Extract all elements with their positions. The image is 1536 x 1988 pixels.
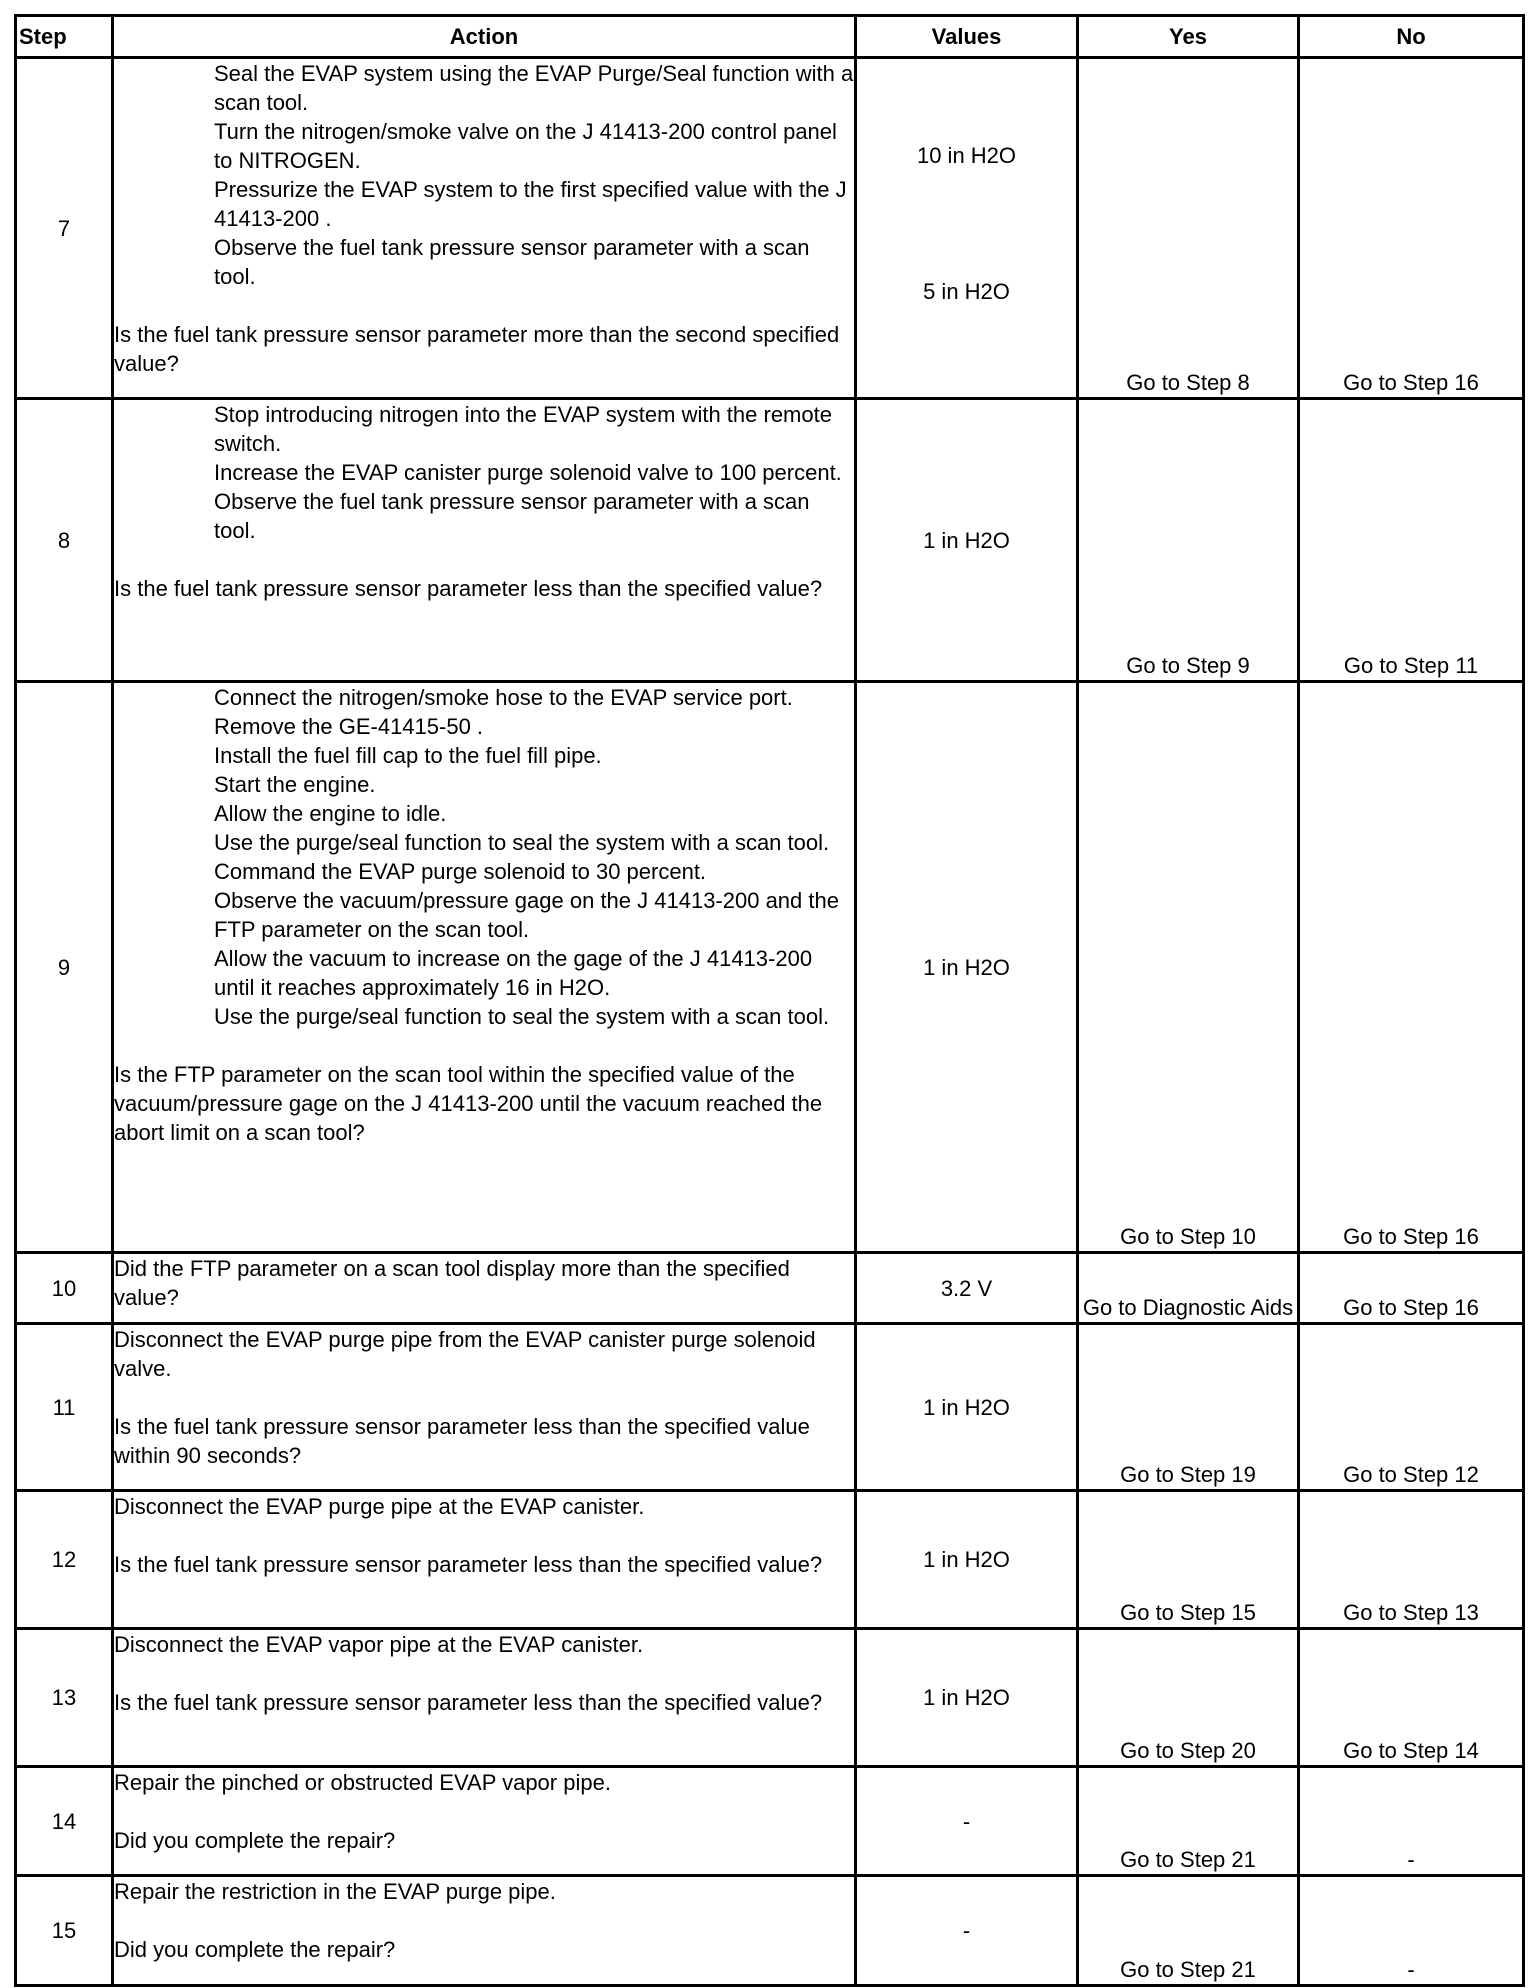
action-steps bbox=[114, 59, 854, 291]
action-cell bbox=[113, 399, 856, 682]
action-line: Disconnect the EVAP vapor pipe at the EVAP canister. bbox=[114, 1632, 644, 1657]
header-row bbox=[16, 16, 1524, 58]
values-cell: 1 in H2O bbox=[856, 1629, 1078, 1767]
action-cell bbox=[113, 58, 856, 399]
action-line: Disconnect the EVAP purge pipe at the EVAP canister. bbox=[114, 1494, 645, 1519]
table-row bbox=[16, 1767, 1524, 1876]
values-cell: - bbox=[856, 1876, 1078, 1986]
action-cell bbox=[113, 1491, 856, 1629]
no-cell: - bbox=[1299, 1767, 1524, 1876]
table-row bbox=[16, 1876, 1524, 1986]
yes-cell: Go to Step 21 bbox=[1078, 1876, 1299, 1986]
action-question: Is the fuel tank pressure sensor parameter more than the second specified value? bbox=[114, 322, 840, 376]
header-values: Values bbox=[856, 16, 1078, 58]
value-text: 10 in H2O bbox=[916, 143, 1017, 168]
action-question: Is the fuel tank pressure sensor parameter less than the specified value within 90 seconds? bbox=[114, 1414, 810, 1468]
action-line: Use the purge/seal function to seal the system with a scan tool. bbox=[214, 830, 830, 855]
header-no: No bbox=[1299, 16, 1524, 58]
values-cell bbox=[856, 58, 1078, 399]
step-number: 9 bbox=[16, 682, 113, 1253]
table-row bbox=[16, 682, 1524, 1253]
action-question: Did you complete the repair? bbox=[114, 1937, 396, 1962]
action-line: Command the EVAP purge solenoid to 30 percent. bbox=[214, 859, 707, 884]
yes-cell: Go to Step 8 bbox=[1078, 58, 1299, 399]
action-line: Stop introducing nitrogen into the EVAP system with the remote switch. bbox=[214, 402, 832, 456]
yes-cell: Go to Step 20 bbox=[1078, 1629, 1299, 1767]
action-question: Did you complete the repair? bbox=[114, 1828, 396, 1853]
values-cell: 1 in H2O bbox=[856, 1491, 1078, 1629]
yes-cell: Go to Step 10 bbox=[1078, 682, 1299, 1253]
step-number: 13 bbox=[16, 1629, 113, 1767]
header-step: Step bbox=[16, 16, 113, 58]
values-cell: 3.2 V bbox=[856, 1253, 1078, 1324]
values-cell: 1 in H2O bbox=[856, 1324, 1078, 1491]
no-cell: Go to Step 16 bbox=[1299, 1253, 1524, 1324]
action-line: Remove the GE-41415-50 . bbox=[214, 714, 484, 739]
action-cell bbox=[113, 1253, 856, 1324]
value-text: 5 in H2O bbox=[923, 279, 1010, 304]
step-number: 8 bbox=[16, 399, 113, 682]
action-line: Observe the fuel tank pressure sensor parameter with a scan tool. bbox=[214, 235, 810, 289]
no-cell: Go to Step 11 bbox=[1299, 399, 1524, 682]
action-line: Install the fuel fill cap to the fuel fill pipe. bbox=[214, 743, 602, 768]
action-line: Seal the EVAP system using the EVAP Purge/Seal function with a scan tool. bbox=[214, 61, 854, 115]
diagnostic-table bbox=[14, 14, 1525, 1987]
action-cell bbox=[113, 1324, 856, 1491]
action-question: Is the FTP parameter on the scan tool within the specified value of the vacuum/pressure gage on the J 41413-200 until the vacuum reached the abort limit on a scan tool? bbox=[114, 1062, 823, 1145]
step-number: 12 bbox=[16, 1491, 113, 1629]
action-question: Is the fuel tank pressure sensor parameter less than the specified value? bbox=[114, 1552, 823, 1577]
action-cell bbox=[113, 682, 856, 1253]
action-line: Connect the nitrogen/smoke hose to the EVAP service port. bbox=[214, 685, 793, 710]
table-row bbox=[16, 58, 1524, 399]
action-line: Repair the pinched or obstructed EVAP vapor pipe. bbox=[114, 1770, 611, 1795]
table-row bbox=[16, 399, 1524, 682]
no-cell: Go to Step 14 bbox=[1299, 1629, 1524, 1767]
step-number: 11 bbox=[16, 1324, 113, 1491]
yes-cell: Go to Step 21 bbox=[1078, 1767, 1299, 1876]
step-number: 14 bbox=[16, 1767, 113, 1876]
action-line: Start the engine. bbox=[214, 772, 376, 797]
table-row bbox=[16, 1253, 1524, 1324]
action-question: Did the FTP parameter on a scan tool display more than the specified value? bbox=[114, 1256, 790, 1310]
action-line: Observe the vacuum/pressure gage on the J 41413-200 and the FTP parameter on the scan tool. bbox=[214, 888, 839, 942]
no-cell: Go to Step 16 bbox=[1299, 58, 1524, 399]
action-line: Turn the nitrogen/smoke valve on the J 41413-200 control panel to NITROGEN. bbox=[214, 119, 837, 173]
action-cell bbox=[113, 1629, 856, 1767]
action-line: Disconnect the EVAP purge pipe from the EVAP canister purge solenoid valve. bbox=[114, 1327, 816, 1381]
yes-cell: Go to Step 15 bbox=[1078, 1491, 1299, 1629]
action-question: Is the fuel tank pressure sensor parameter less than the specified value? bbox=[114, 576, 823, 601]
values-cell: - bbox=[856, 1767, 1078, 1876]
yes-cell: Go to Step 9 bbox=[1078, 399, 1299, 682]
no-cell: - bbox=[1299, 1876, 1524, 1986]
table-row bbox=[16, 1491, 1524, 1629]
table-row bbox=[16, 1629, 1524, 1767]
no-cell: Go to Step 16 bbox=[1299, 682, 1524, 1253]
action-line: Observe the fuel tank pressure sensor parameter with a scan tool. bbox=[214, 489, 810, 543]
action-line: Use the purge/seal function to seal the system with a scan tool. bbox=[214, 1004, 830, 1029]
action-line: Allow the engine to idle. bbox=[214, 801, 447, 826]
action-line: Repair the restriction in the EVAP purge pipe. bbox=[114, 1879, 556, 1904]
no-cell: Go to Step 12 bbox=[1299, 1324, 1524, 1491]
action-line: Allow the vacuum to increase on the gage of the J 41413-200 until it reaches approximately 16 in H2O. bbox=[214, 946, 813, 1000]
action-line: Pressurize the EVAP system to the first specified value with the J 41413-200 . bbox=[214, 177, 847, 231]
step-number: 15 bbox=[16, 1876, 113, 1986]
action-cell bbox=[113, 1876, 856, 1986]
action-line: Increase the EVAP canister purge solenoid valve to 100 percent. bbox=[214, 460, 842, 485]
action-steps bbox=[114, 400, 854, 545]
step-number: 10 bbox=[16, 1253, 113, 1324]
header-action: Action bbox=[113, 16, 856, 58]
step-number: 7 bbox=[16, 58, 113, 399]
table-row bbox=[16, 1324, 1524, 1491]
action-question: Is the fuel tank pressure sensor parameter less than the specified value? bbox=[114, 1690, 823, 1715]
no-cell: Go to Step 13 bbox=[1299, 1491, 1524, 1629]
values-cell: 1 in H2O bbox=[856, 399, 1078, 682]
action-steps bbox=[114, 683, 854, 1031]
yes-cell: Go to Diagnostic Aids bbox=[1078, 1253, 1299, 1324]
action-cell bbox=[113, 1767, 856, 1876]
header-yes: Yes bbox=[1078, 16, 1299, 58]
values-cell: 1 in H2O bbox=[856, 682, 1078, 1253]
yes-cell: Go to Step 19 bbox=[1078, 1324, 1299, 1491]
